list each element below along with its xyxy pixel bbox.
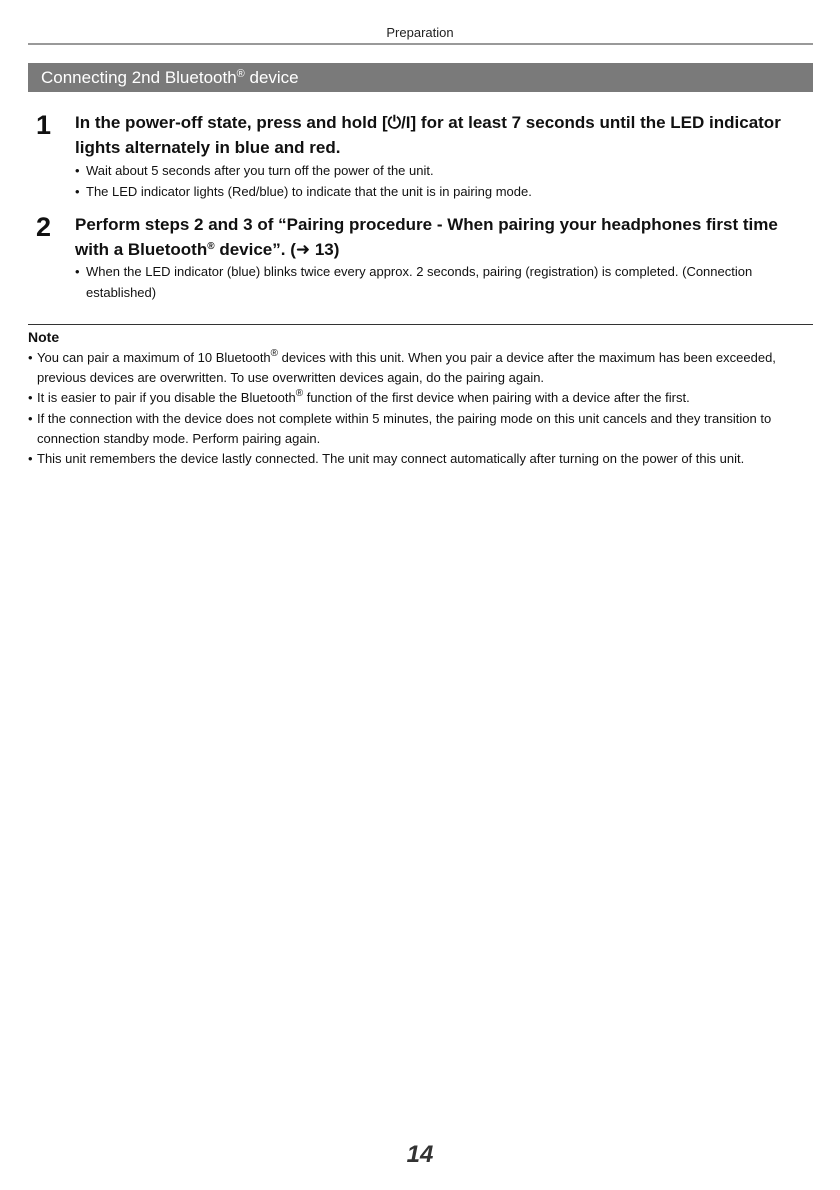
step-bullets — [75, 161, 815, 202]
section-title-suffix: device — [244, 68, 299, 87]
step-bullets — [75, 262, 815, 303]
bullet-icon: • — [28, 451, 33, 467]
step-number: 2 — [36, 212, 52, 242]
note-list — [28, 348, 813, 469]
note-text-part: It is easier to pair if you disable the Bluetooth — [37, 390, 296, 406]
note-text — [37, 348, 813, 388]
list-item — [75, 161, 815, 182]
note-divider — [28, 324, 813, 325]
step-title-part: Perform steps 2 and 3 of “Pairing procedure - When pairing your headphones first time with a Bluetooth — [75, 215, 778, 259]
bullet-icon: • — [75, 163, 80, 178]
page-number: 14 — [406, 1141, 434, 1168]
list-item — [75, 262, 815, 303]
bullet-icon: • — [75, 264, 80, 279]
list-item — [28, 409, 813, 449]
list-item — [28, 388, 813, 408]
bullet-icon: • — [28, 350, 33, 365]
note-text: This unit remembers the device lastly connected. The unit may connect automatically after turning on the power of this unit. — [37, 451, 745, 467]
section-title-bar — [28, 63, 813, 92]
registered-mark: ® — [270, 348, 279, 359]
note-text: If the connection with the device does not complete within 5 minutes, the pairing mode on this unit cancels and they transition to connection standby mode. Perform pairing again. — [37, 410, 772, 446]
note-heading: Note — [28, 329, 60, 345]
bullet-text: Wait about 5 seconds after you turn off the power of the unit. — [86, 163, 434, 178]
list-item — [28, 449, 813, 469]
page-header-section-label: Preparation — [386, 25, 454, 40]
note-text-part: function of the first device when pairing with a device after the first. — [303, 390, 690, 406]
registered-mark: ® — [207, 241, 215, 252]
step-title-part: device”. (➜ 13) — [214, 240, 340, 259]
bullet-icon: • — [75, 183, 80, 199]
step-title: In the power-off state, press and hold [⏻/I] for at least 7 seconds until the LED indicator lights alternately in blue and red. — [75, 113, 781, 157]
list-item — [28, 348, 813, 388]
bullet-icon: • — [28, 410, 33, 426]
note-text-part: devices with this unit. When you pair a device after the maximum has been exceeded, previous devices are overwritten. To use overwritten devices again, do the pairing again. — [37, 350, 776, 386]
note-text-part: You can pair a maximum of 10 Bluetooth — [37, 350, 271, 365]
step-title — [75, 212, 815, 262]
section-title: Connecting 2nd Bluetooth — [41, 68, 237, 87]
note-text — [37, 388, 813, 408]
header-divider — [28, 43, 813, 45]
registered-mark: ® — [295, 388, 304, 400]
bullet-text: The LED indicator lights (Red/blue) to indicate that the unit is in pairing mode. — [86, 183, 532, 199]
bullet-icon: • — [28, 390, 33, 406]
registered-mark: ® — [236, 68, 245, 80]
list-item — [75, 182, 815, 203]
bullet-text: When the LED indicator (blue) blinks twice every approx. 2 seconds, pairing (registration) is completed. (Connection established) — [86, 264, 753, 300]
step-number: 1 — [36, 110, 52, 140]
